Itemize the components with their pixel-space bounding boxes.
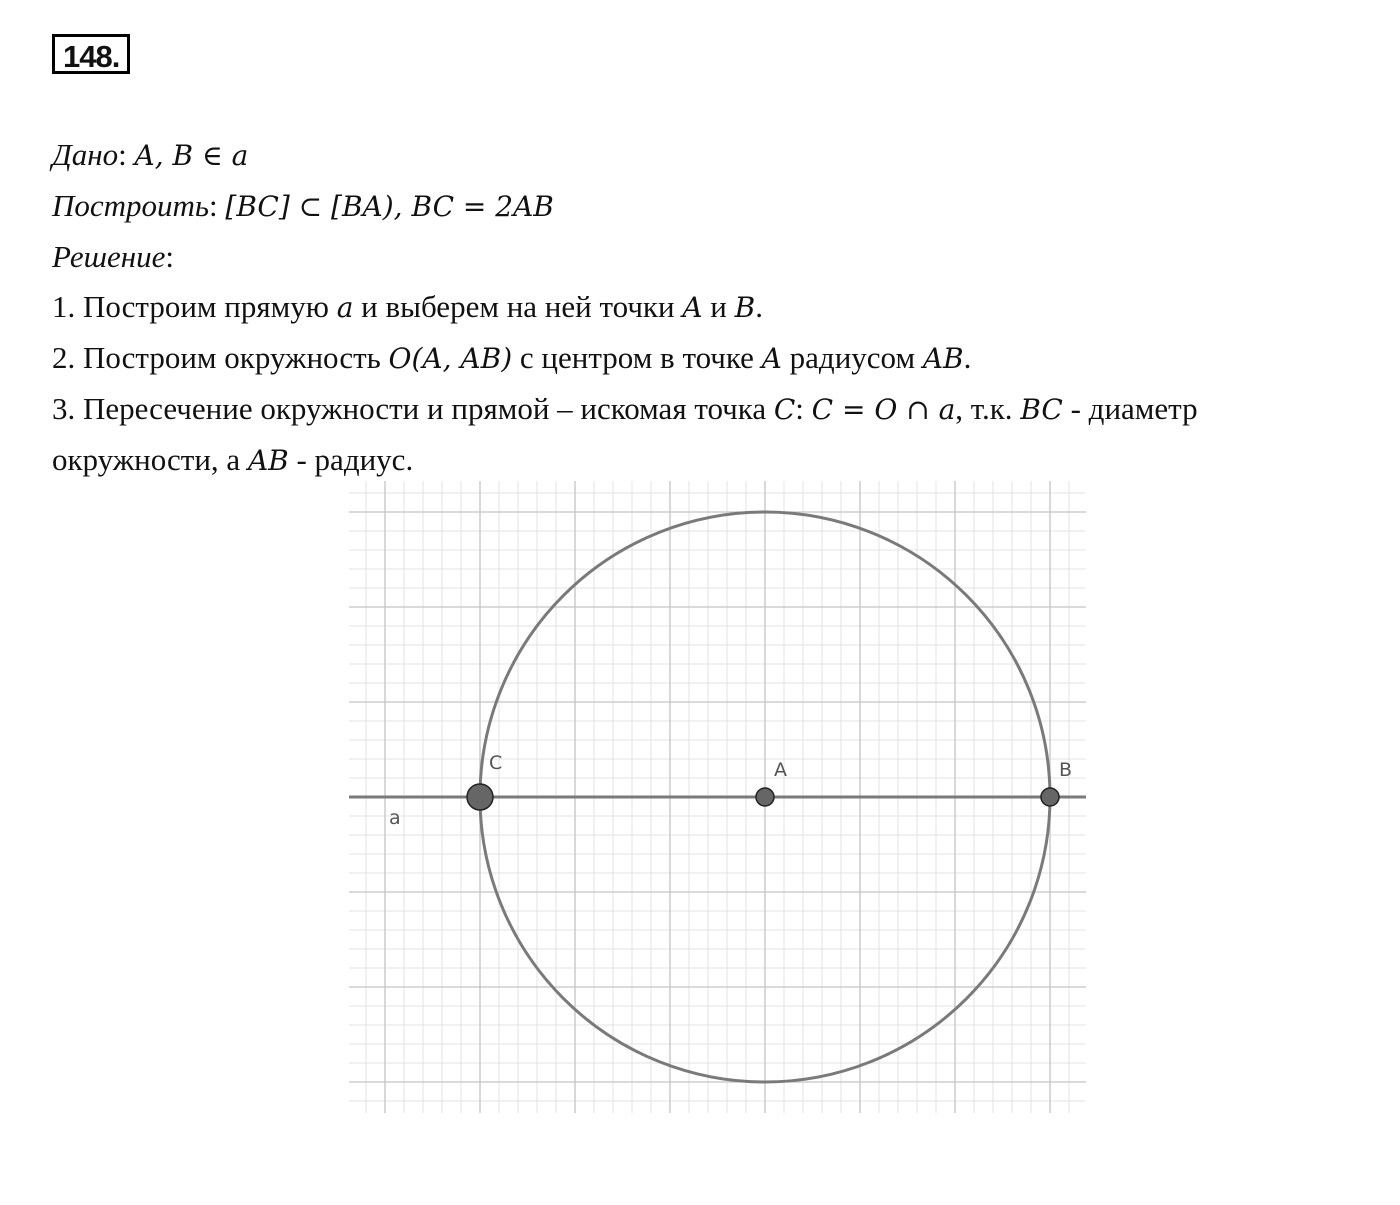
step-2-math-2: A bbox=[761, 342, 782, 375]
point-b bbox=[1041, 788, 1059, 806]
problem-number: 148. bbox=[52, 34, 130, 74]
step-3-math-5: BC bbox=[1020, 393, 1063, 426]
construct-colon: : bbox=[209, 188, 218, 223]
construction-figure bbox=[349, 481, 1086, 1113]
point-c bbox=[467, 784, 493, 810]
line-a-label: a bbox=[389, 807, 401, 829]
given-math: A, B ∈ a bbox=[134, 139, 249, 172]
step-2 bbox=[52, 333, 1397, 384]
problem-text bbox=[52, 130, 1397, 486]
point-c-label: C bbox=[489, 752, 503, 774]
step-3-math-1: C bbox=[773, 393, 796, 426]
step-2-math-1: O(A, AB) bbox=[388, 342, 513, 375]
point-a bbox=[756, 788, 774, 806]
given-line bbox=[52, 130, 1397, 181]
step-2-text-2: с центром в точке bbox=[512, 340, 762, 375]
step-4-math-1: AB bbox=[247, 444, 289, 477]
step-1 bbox=[52, 282, 1397, 333]
solution-colon: : bbox=[165, 239, 174, 274]
step-1-text-4: . bbox=[755, 289, 763, 324]
step-1-math-3: B bbox=[734, 291, 756, 324]
step-4 bbox=[52, 435, 1397, 486]
step-3-math-3: ∩ bbox=[897, 393, 939, 426]
given-colon: : bbox=[118, 137, 127, 172]
step-1-math-2: A bbox=[682, 291, 703, 324]
step-2-text-4: . bbox=[963, 340, 972, 375]
given-label: Дано bbox=[52, 137, 119, 172]
step-4-text-1: окружности, а bbox=[52, 442, 248, 477]
point-b-label: B bbox=[1059, 759, 1073, 781]
step-4-text-2: - радиус. bbox=[288, 442, 414, 477]
step-3-text-2: : bbox=[795, 391, 812, 426]
solution-line bbox=[52, 232, 1397, 282]
solution-label: Решение bbox=[52, 239, 166, 274]
step-3-text-3: , т.к. bbox=[955, 391, 1021, 426]
step-2-math-3: AB bbox=[922, 342, 964, 375]
step-2-text-1: 2. Построим окружность bbox=[52, 340, 389, 375]
construct-math: [BC] ⊂ [BA), BC = 2AB bbox=[225, 190, 554, 223]
construct-line bbox=[52, 181, 1397, 232]
step-1-text-2: и выберем на ней точки bbox=[353, 289, 683, 324]
step-2-text-3: радиусом bbox=[781, 340, 923, 375]
step-3-text-4: - диаметр bbox=[1062, 391, 1198, 426]
construct-label: Построить bbox=[52, 188, 210, 223]
step-1-text-1: 1. Построим прямую bbox=[52, 289, 337, 324]
step-3-text-1: 3. Пересечение окружности и прямой – искомая точка bbox=[52, 391, 774, 426]
step-3-math-2: C = O bbox=[811, 393, 898, 426]
point-a-label: A bbox=[774, 759, 787, 781]
step-3 bbox=[52, 384, 1397, 435]
step-3-math-4: a bbox=[938, 393, 956, 426]
step-1-math-1: a bbox=[336, 291, 354, 324]
step-1-text-3: и bbox=[702, 289, 735, 324]
